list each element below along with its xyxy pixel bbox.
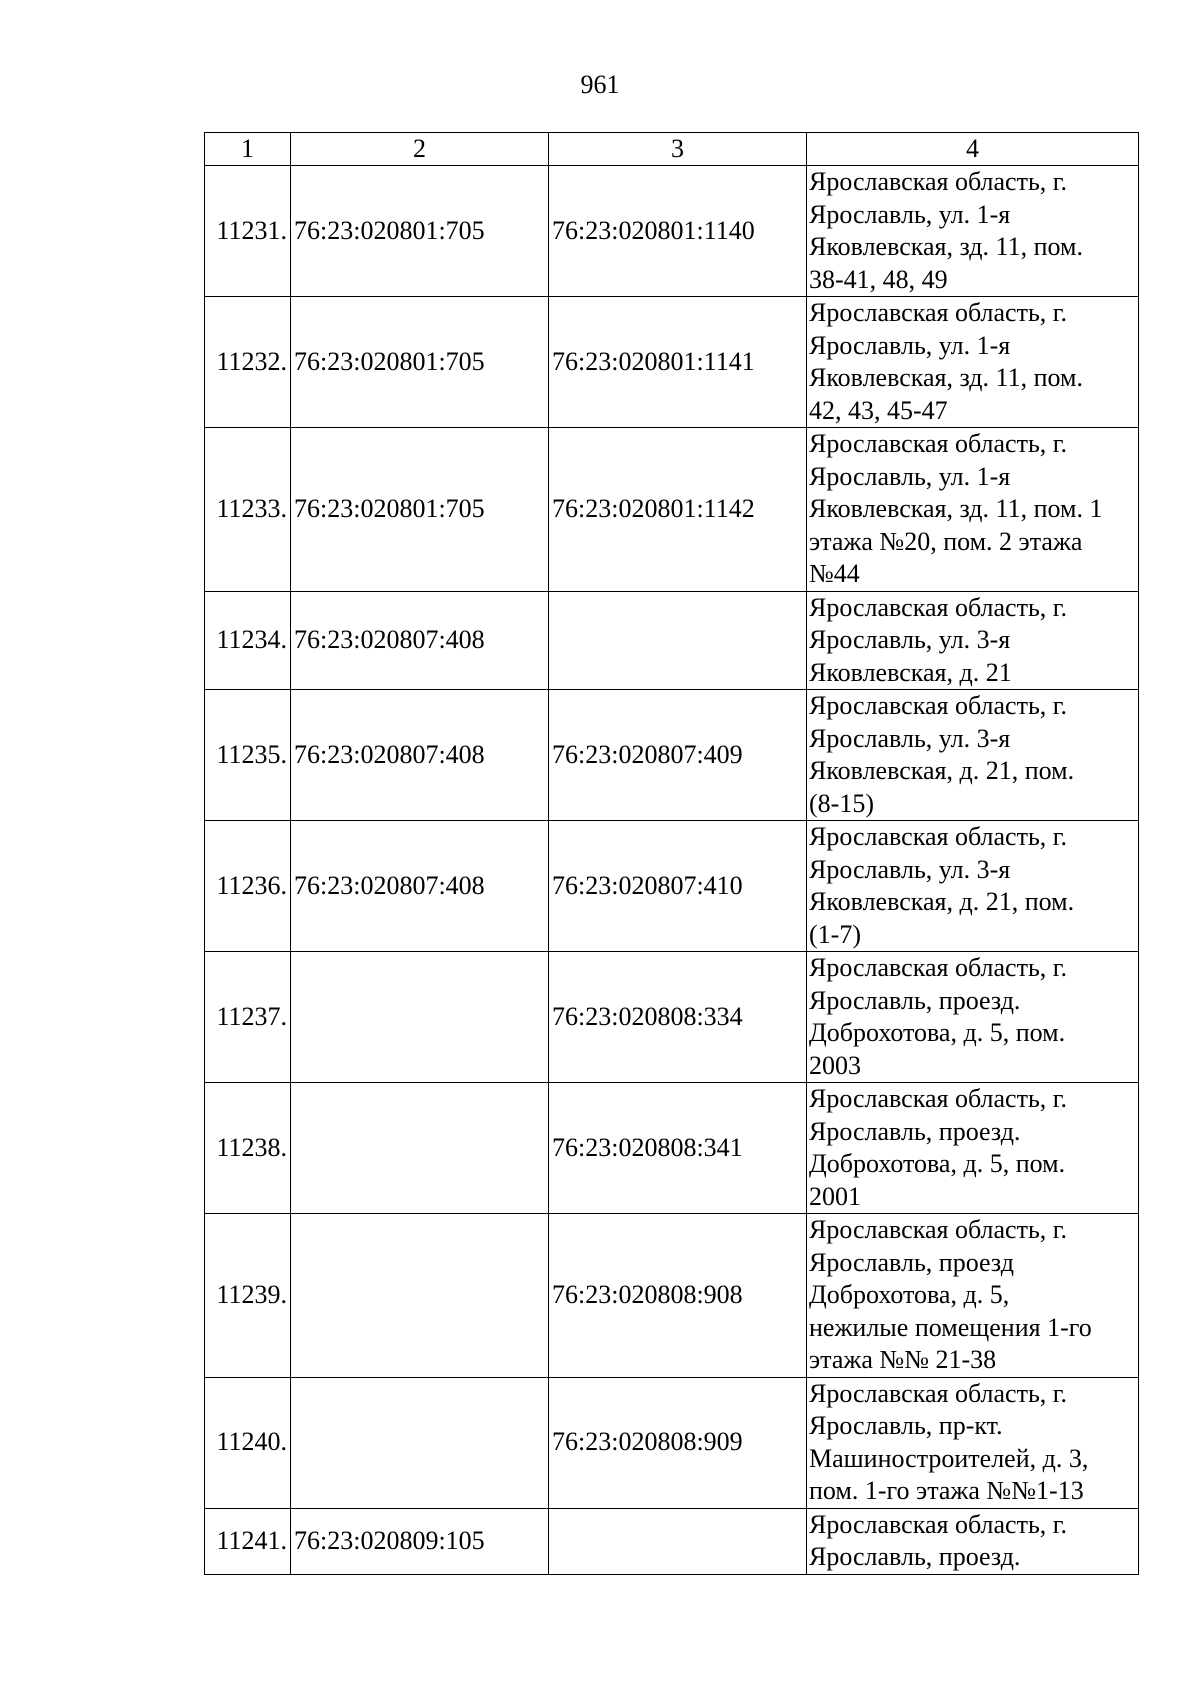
object-cadastral-number-cell: 76:23:020801:1142 bbox=[549, 428, 807, 592]
address-line: Ярославль, проезд bbox=[809, 1247, 1014, 1277]
object-cadastral-number-cell: 76:23:020808:908 bbox=[549, 1214, 807, 1378]
address-line: Доброхотова, д. 5, пом. bbox=[809, 1018, 1066, 1047]
table-row bbox=[205, 1083, 1139, 1214]
address-line: (8-15) bbox=[809, 788, 874, 818]
address-line: Ярославская область, г. bbox=[809, 167, 1068, 196]
address-line: Ярославская область, г. bbox=[809, 822, 1068, 851]
address-line: нежилые помещения 1-го bbox=[809, 1312, 1092, 1342]
object-cadastral-number-cell: 76:23:020807:409 bbox=[549, 690, 807, 821]
address-line: Ярославская область, г. bbox=[809, 691, 1068, 720]
object-cadastral-number-cell: 76:23:020808:341 bbox=[549, 1083, 807, 1214]
address-line: №44 bbox=[809, 559, 860, 588]
object-cadastral-number-cell bbox=[549, 1508, 807, 1574]
address-line: Ярославская область, г. bbox=[809, 953, 1068, 982]
row-number-cell: 11238. bbox=[205, 1083, 291, 1214]
object-cadastral-number-cell: 76:23:020807:410 bbox=[549, 821, 807, 952]
address-line: Яковлевская, д. 21, пом. bbox=[809, 887, 1075, 916]
cadastral-number-cell bbox=[291, 1377, 549, 1508]
address-cell bbox=[807, 297, 1139, 428]
table-row bbox=[205, 591, 1139, 690]
row-number-cell: 11236. bbox=[205, 821, 291, 952]
table-row bbox=[205, 690, 1139, 821]
cadastral-number-cell: 76:23:020801:705 bbox=[291, 166, 549, 297]
row-number-cell: 11237. bbox=[205, 952, 291, 1083]
address-line: Ярославль, пр-кт. bbox=[809, 1411, 1003, 1440]
row-number-cell: 11232. bbox=[205, 297, 291, 428]
cadastral-number-cell bbox=[291, 952, 549, 1083]
table-row bbox=[205, 1214, 1139, 1378]
address-line: 2001 bbox=[809, 1181, 861, 1211]
cadastral-number-cell: 76:23:020801:705 bbox=[291, 428, 549, 592]
cadastral-number-cell bbox=[291, 1214, 549, 1378]
table-row bbox=[205, 166, 1139, 297]
address-cell bbox=[807, 1214, 1139, 1378]
address-line: Ярославль, проезд. bbox=[809, 985, 1021, 1015]
row-number-cell: 11231. bbox=[205, 166, 291, 297]
address-line: Ярославская область, г. bbox=[809, 1509, 1068, 1539]
row-number-cell: 11239. bbox=[205, 1214, 291, 1378]
page-number: 961 bbox=[580, 70, 620, 99]
object-cadastral-number-cell: 76:23:020801:1140 bbox=[549, 166, 807, 297]
header-row bbox=[205, 133, 1139, 166]
cadastral-number-cell: 76:23:020807:408 bbox=[291, 591, 549, 690]
header-cell-2: 2 bbox=[291, 133, 549, 166]
address-line: этажа №20, пом. 2 этажа bbox=[809, 526, 1083, 556]
table-row bbox=[205, 821, 1139, 952]
row-number-cell: 11240. bbox=[205, 1377, 291, 1508]
row-number-cell: 11234. bbox=[205, 591, 291, 690]
address-cell bbox=[807, 166, 1139, 297]
address-line: Ярославская область, г. bbox=[809, 429, 1068, 458]
registry-table bbox=[204, 132, 1139, 1575]
cadastral-number-cell: 76:23:020807:408 bbox=[291, 690, 549, 821]
header-cell-3: 3 bbox=[549, 133, 807, 166]
address-line: Ярославская область, г. bbox=[809, 1084, 1068, 1113]
address-line: Доброхотова, д. 5, bbox=[809, 1280, 1010, 1309]
table-row bbox=[205, 297, 1139, 428]
address-line: Яковлевская, д. 21, пом. bbox=[809, 756, 1075, 785]
address-line: этажа №№ 21-38 bbox=[809, 1345, 997, 1374]
address-line: Ярославская область, г. bbox=[809, 1215, 1068, 1244]
address-cell bbox=[807, 428, 1139, 592]
address-line: Ярославская область, г. bbox=[809, 592, 1068, 622]
address-line: (1-7) bbox=[809, 919, 861, 949]
address-line: Яковлевская, д. 21 bbox=[809, 657, 1012, 687]
row-number-cell: 11241. bbox=[205, 1508, 291, 1574]
table-row bbox=[205, 1508, 1139, 1574]
address-line: Яковлевская, зд. 11, пом. 1 bbox=[809, 494, 1103, 523]
object-cadastral-number-cell: 76:23:020801:1141 bbox=[549, 297, 807, 428]
header-cell-4: 4 bbox=[807, 133, 1139, 166]
address-cell bbox=[807, 952, 1139, 1083]
table-row bbox=[205, 1377, 1139, 1508]
address-line: Ярославль, ул. 1-я bbox=[809, 199, 1011, 229]
address-line: 38-41, 48, 49 bbox=[809, 264, 948, 294]
address-cell bbox=[807, 591, 1139, 690]
address-line: Машиностроителей, д. 3, bbox=[809, 1443, 1089, 1473]
address-line: Ярославль, ул. 3-я bbox=[809, 723, 1011, 753]
address-line: Ярославская область, г. bbox=[809, 298, 1068, 327]
address-line: Ярославль, ул. 3-я bbox=[809, 854, 1011, 884]
address-line: Яковлевская, зд. 11, пом. bbox=[809, 363, 1083, 392]
address-cell bbox=[807, 690, 1139, 821]
address-cell bbox=[807, 821, 1139, 952]
address-line: Ярославль, ул. 3-я bbox=[809, 625, 1011, 654]
address-line: Ярославль, проезд. bbox=[809, 1116, 1021, 1146]
object-cadastral-number-cell bbox=[549, 591, 807, 690]
address-line: Яковлевская, зд. 11, пом. bbox=[809, 232, 1083, 261]
row-number-cell: 11233. bbox=[205, 428, 291, 592]
address-line: Ярославская область, г. bbox=[809, 1378, 1068, 1408]
object-cadastral-number-cell: 76:23:020808:334 bbox=[549, 952, 807, 1083]
cadastral-number-cell bbox=[291, 1083, 549, 1214]
cadastral-number-cell: 76:23:020809:105 bbox=[291, 1508, 549, 1574]
address-cell bbox=[807, 1377, 1139, 1508]
address-line: пом. 1-го этажа №№1-13 bbox=[809, 1476, 1084, 1505]
address-line: 2003 bbox=[809, 1050, 861, 1080]
header-cell-1: 1 bbox=[205, 133, 291, 166]
cadastral-number-cell: 76:23:020807:408 bbox=[291, 821, 549, 952]
address-cell bbox=[807, 1083, 1139, 1214]
table-body bbox=[205, 166, 1139, 1575]
address-line: Ярославль, ул. 1-я bbox=[809, 461, 1011, 491]
address-line: Доброхотова, д. 5, пом. bbox=[809, 1149, 1066, 1178]
address-line: Ярославль, ул. 1-я bbox=[809, 330, 1011, 360]
object-cadastral-number-cell: 76:23:020808:909 bbox=[549, 1377, 807, 1508]
cadastral-number-cell: 76:23:020801:705 bbox=[291, 297, 549, 428]
table-row bbox=[205, 428, 1139, 592]
table-row bbox=[205, 952, 1139, 1083]
row-number-cell: 11235. bbox=[205, 690, 291, 821]
address-line: 42, 43, 45-47 bbox=[809, 395, 948, 425]
address-cell bbox=[807, 1508, 1139, 1574]
address-line: Ярославль, проезд. bbox=[809, 1542, 1021, 1571]
